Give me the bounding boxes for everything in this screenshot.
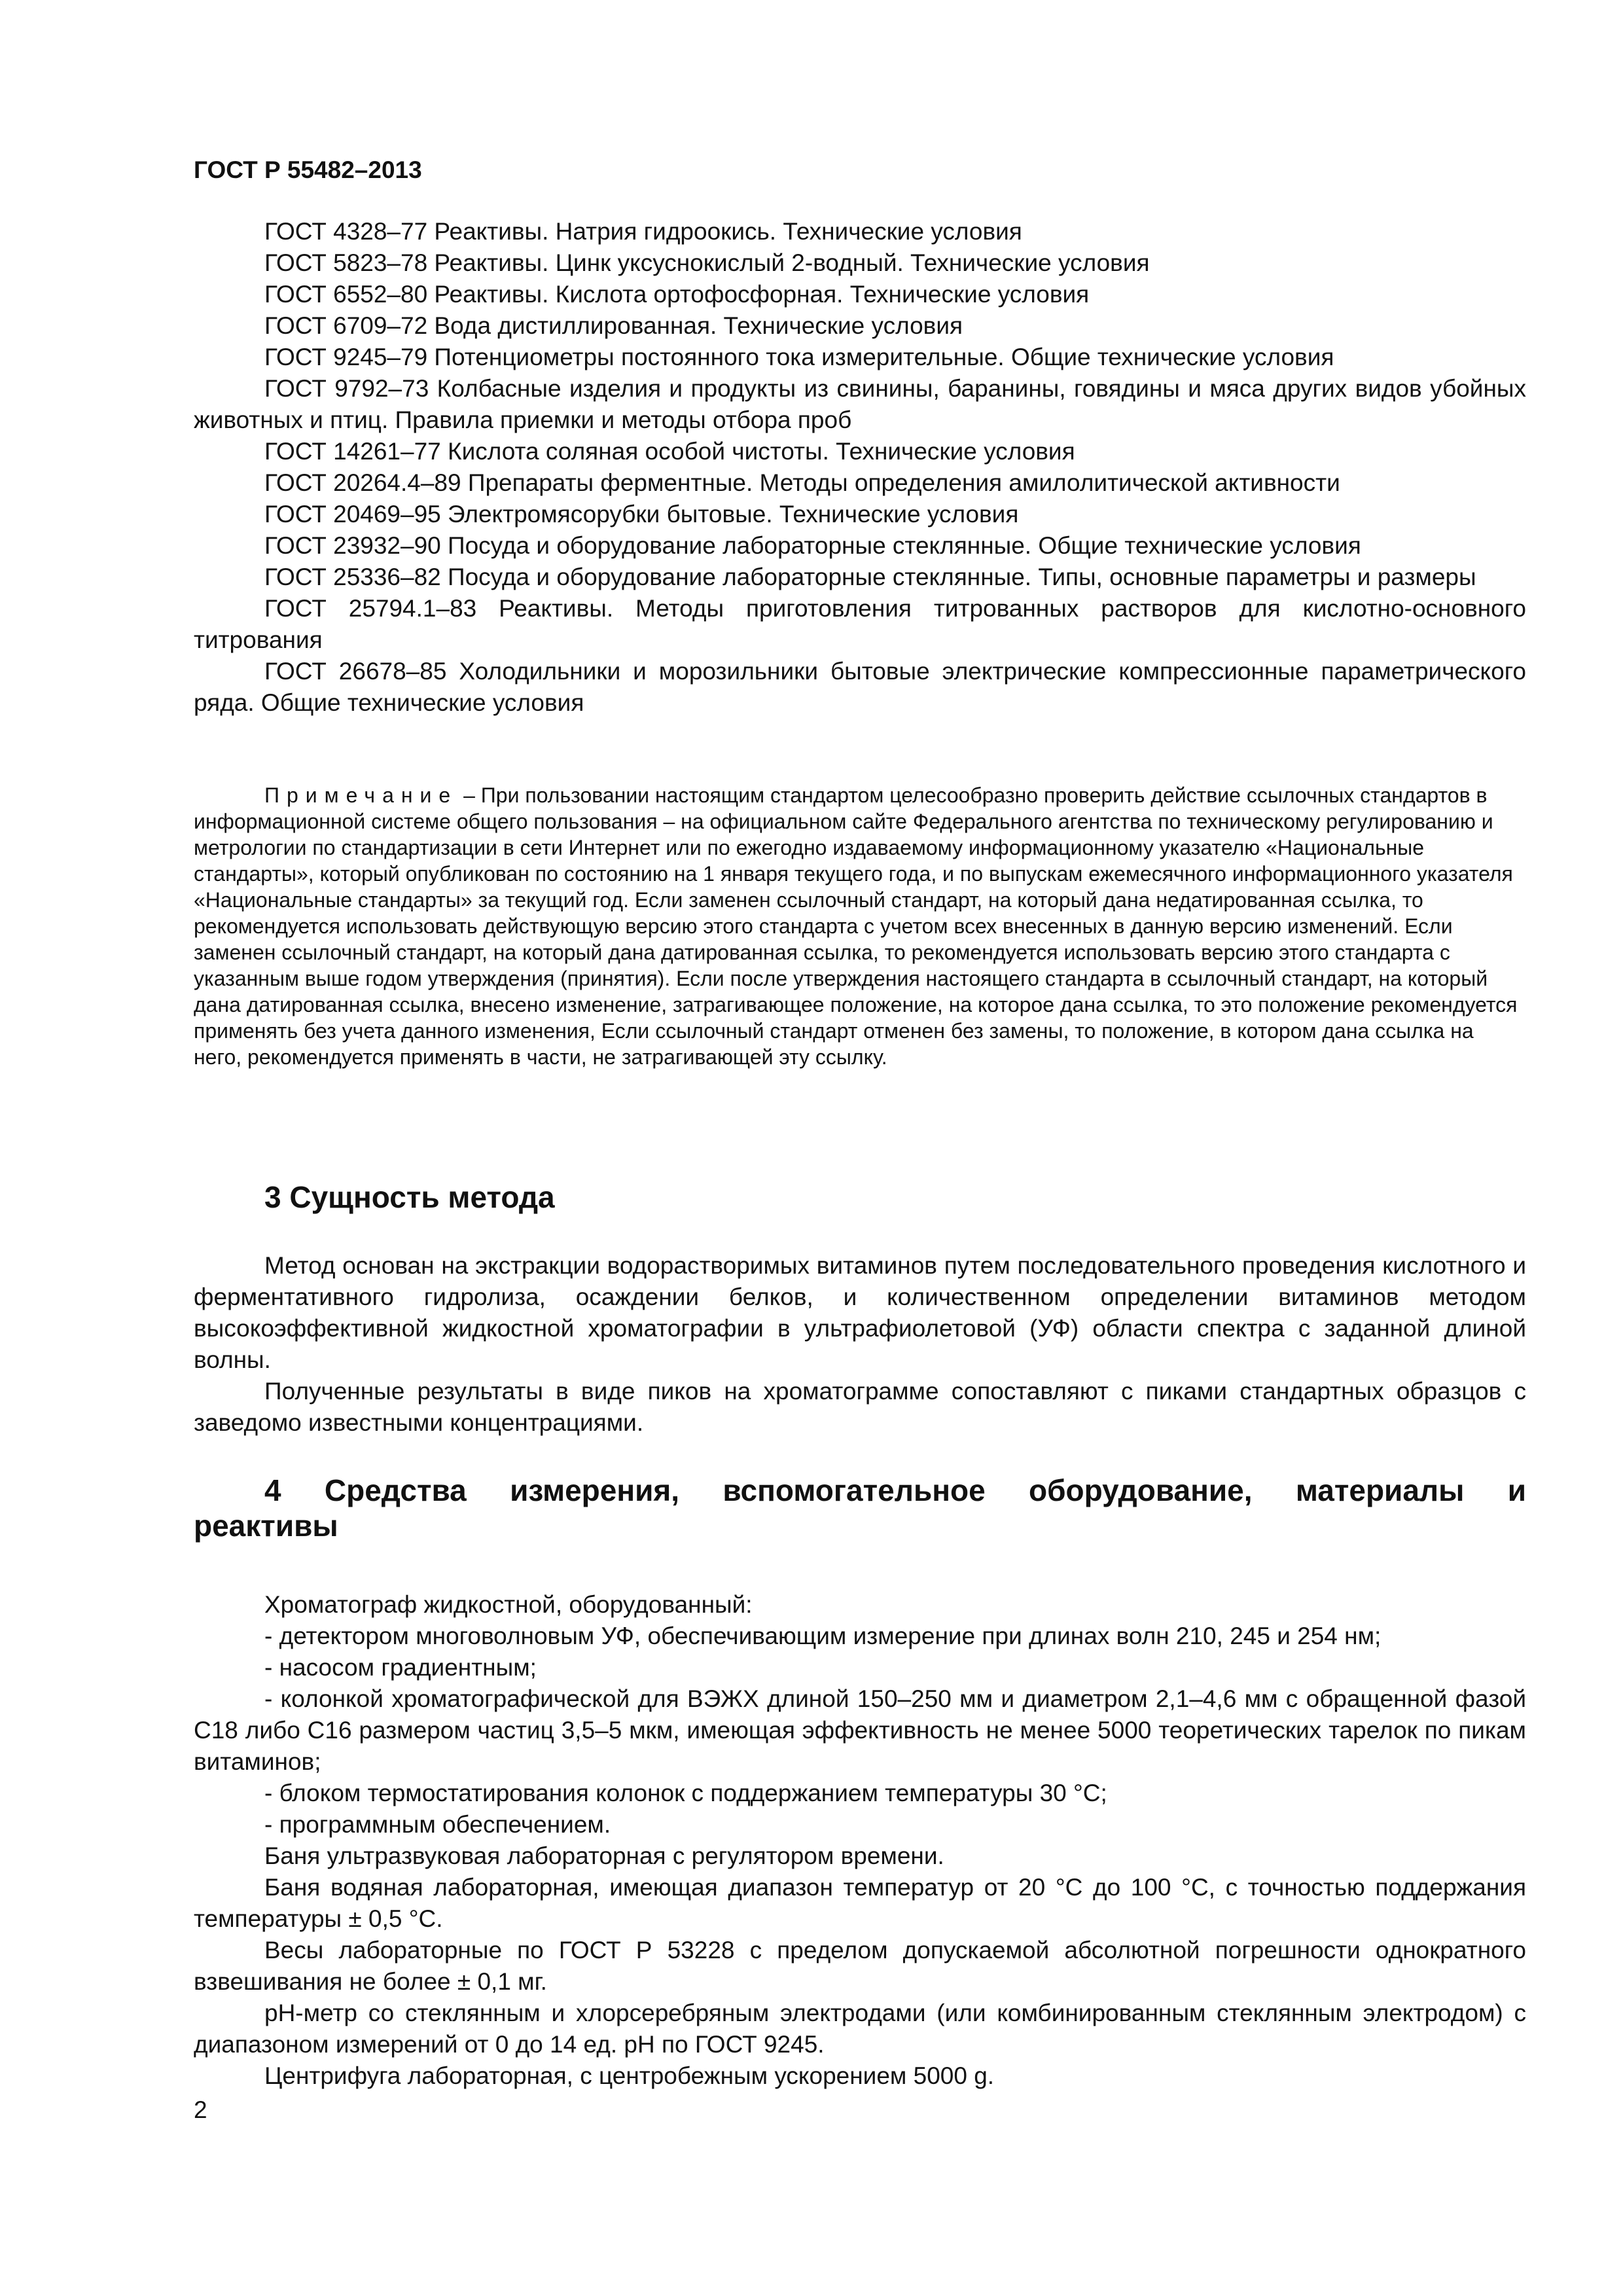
reference-item: ГОСТ 6709–72 Вода дистиллированная. Технические условия [264, 312, 963, 339]
note-paragraph [194, 782, 1526, 1070]
paragraph: Баня ультразвуковая лабораторная с регулятором времени. [264, 1842, 944, 1869]
paragraph: pH-метр со стеклянным и хлорсеребряным электродами (или комбинированным стеклянным электродом) с диапазоном измерений от 0 до 14 ед. pH по ГОСТ 9245. [194, 2000, 1526, 2058]
reference-item: ГОСТ 26678–85 Холодильники и морозильники бытовые электрические компрессионные параметрического ряда. Общие технические условия [194, 658, 1526, 716]
section-4-body [194, 1589, 1526, 2092]
list-item: - колонкой хроматографической для ВЭЖХ длиной 150–250 мм и диаметром 2,1–4,6 мм с обращенной фазой С18 либо С16 размером частиц 3,5–5 мкм, имеющая эффективность не менее 5000 теоретических тарелок по пикам витаминов; [194, 1685, 1526, 1775]
section-4-title [194, 1473, 1526, 1543]
note-text: – При пользовании настоящим стандартом целесообразно проверить действие ссылочных стандартов в информационной системе общего пользования – на официальном сайте Федерального агентства по техническому регулированию и метрологии по стандартизации в сети Интернет или по ежегодно издаваемому информационному указателю «Национальные стандарты», который опубликован по состоянию на 1 января текущего года, и по выпускам ежемесячного информационного указателя «Национальные стандарты» за текущий год. Если заменен ссылочный стандарт, на который дана недатированная ссылка, то рекомендуется использовать действующую версию этого стандарта с учетом всех внесенных в данную версию изменений. Если заменен ссылочный стандарт, на который дана датированная ссылка, то рекомендуется использовать версию этого стандарта с указанным выше годом утверждения (принятия). Если после утверждения настоящего стандарта в ссылочный стандарт, на который дана датированная ссылка, внесено изменение, затрагивающее положение, на которое дана ссылка, то это положение рекомендуется применять без учета данного изменения, Если ссылочный стандарт отменен без замены, то положение, в котором дана ссылка на него, рекомендуется применять в части, не затрагивающей эту ссылку. [194, 783, 1518, 1069]
page-number: 2 [194, 2096, 207, 2123]
reference-item: ГОСТ 4328–77 Реактивы. Натрия гидроокись. Технические условия [264, 218, 1022, 245]
section-3-title: 3 Сущность метода [264, 1180, 555, 1214]
document-header: ГОСТ Р 55482–2013 [194, 156, 422, 183]
paragraph: Центрифуга лабораторная, с центробежным ускорением 5000 g. [264, 2062, 995, 2089]
reference-item: ГОСТ 23932–90 Посуда и оборудование лабораторные стеклянные. Общие технические условия [264, 532, 1361, 559]
reference-item: ГОСТ 5823–78 Реактивы. Цинк уксуснокислый 2-водный. Технические условия [264, 249, 1150, 276]
reference-item: ГОСТ 9792–73 Колбасные изделия и продукты из свинины, баранины, говядины и мяса других видов убойных животных и птиц. Правила приемки и методы отбора проб [194, 375, 1526, 433]
list-item: - насосом градиентным; [264, 1654, 537, 1681]
note-label: Примечание [264, 783, 458, 807]
list-item: - программным обеспечением. [264, 1811, 611, 1838]
paragraph: Баня водяная лабораторная, имеющая диапазон температур от 20 °С до 100 °С, с точностью поддержания температуры ± 0,5 °С. [194, 1874, 1526, 1932]
normative-references-list [194, 216, 1526, 719]
section-3-body [194, 1250, 1526, 1439]
reference-item: ГОСТ 25336–82 Посуда и оборудование лабораторные стеклянные. Типы, основные параметры и размеры [264, 564, 1476, 590]
paragraph: Метод основан на экстракции водорастворимых витаминов путем последовательного проведения кислотного и ферментативного гидролиза, осаждении белков, и количественном определении витаминов методом высокоэффективной жидкостной хроматографии в ультрафиолетовой (УФ) области спектра с заданной длиной волны. [194, 1252, 1526, 1373]
list-item: - блоком термостатирования колонок с поддержанием температуры 30 °С; [264, 1780, 1107, 1806]
document-page [194, 0, 1526, 2296]
reference-item: ГОСТ 9245–79 Потенциометры постоянного тока измерительные. Общие технические условия [264, 344, 1334, 370]
reference-item: ГОСТ 25794.1–83 Реактивы. Методы приготовления титрованных растворов для кислотно-основного титрования [194, 595, 1526, 653]
reference-item: ГОСТ 20264.4–89 Препараты ферментные. Методы определения амилолитической активности [264, 469, 1340, 496]
list-item: - детектором многоволновым УФ, обеспечивающим измерение при длинах волн 210, 245 и 254 нм; [264, 1623, 1382, 1649]
paragraph: Весы лабораторные по ГОСТ Р 53228 с пределом допускаемой абсолютной погрешности однократного взвешивания не более ± 0,1 мг. [194, 1937, 1526, 1995]
paragraph: Полученные результаты в виде пиков на хроматограмме сопоставляют с пиками стандартных образцов с заведомо известными концентрациями. [194, 1378, 1526, 1436]
reference-item: ГОСТ 14261–77 Кислота соляная особой чистоты. Технические условия [264, 438, 1075, 465]
paragraph: Хроматограф жидкостной, оборудованный: [264, 1591, 753, 1618]
reference-item: ГОСТ 20469–95 Электромясорубки бытовые. Технические условия [264, 501, 1019, 528]
section-4-title-line: 4 Средства измерения, вспомогательное оборудование, материалы и [264, 1473, 1526, 1507]
section-4-title-line: реактивы [194, 1509, 338, 1543]
reference-item: ГОСТ 6552–80 Реактивы. Кислота ортофосфорная. Технические условия [264, 281, 1090, 308]
